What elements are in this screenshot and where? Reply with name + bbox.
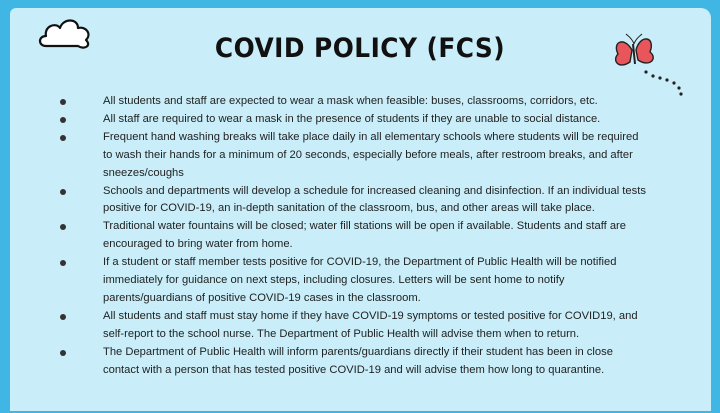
bullet-icon <box>60 314 66 320</box>
bullet-icon <box>60 224 66 230</box>
bullet-icon <box>60 350 66 356</box>
list-item: Traditional water fountains will be closed; water fill stations will be open if available. Students and staff are encouraged to bring water from home. <box>60 218 650 254</box>
list-item: All students and staff must stay home if they have COVID-19 symptoms or tested positive for COVID19, and self-report to the school nurse. The Department of Public Health will advise them when to return. <box>60 308 650 344</box>
policy-list <box>60 93 650 380</box>
list-item: All students and staff are expected to wear a mask when feasible: buses, classrooms, corridors, etc. <box>60 93 650 111</box>
list-item: Schools and departments will develop a schedule for increased cleaning and disinfection. If an individual tests positive for COVID-19, an in-depth sanitation of the classroom, bus, and other areas will take place. <box>60 183 650 219</box>
bullet-icon <box>60 99 66 105</box>
page-title: COVID POLICY (FCS) <box>214 33 506 64</box>
list-item: The Department of Public Health will inform parents/guardians directly if their student has been in close contact with a person that has tested positive COVID-19 and will advise them how long to quarantine. <box>60 344 650 380</box>
list-item: All staff are required to wear a mask in the presence of students if they are unable to social distance. <box>60 111 650 129</box>
bullet-icon <box>60 189 66 195</box>
bullet-icon <box>60 135 66 141</box>
list-item: If a student or staff member tests positive for COVID-19, the Department of Public Health will be notified immediately for guidance on next steps, including closures. Letters will be sent home to notify parents/guardians of positive COVID-19 cases in the classroom. <box>60 254 650 308</box>
bullet-icon <box>60 117 66 123</box>
list-item: Frequent hand washing breaks will take place daily in all elementary schools where students will be required to wash their hands for a minimum of 20 seconds, especially before meals, after restroom breaks, and after sneezes/coughs <box>60 129 650 183</box>
bullet-icon <box>60 260 66 266</box>
